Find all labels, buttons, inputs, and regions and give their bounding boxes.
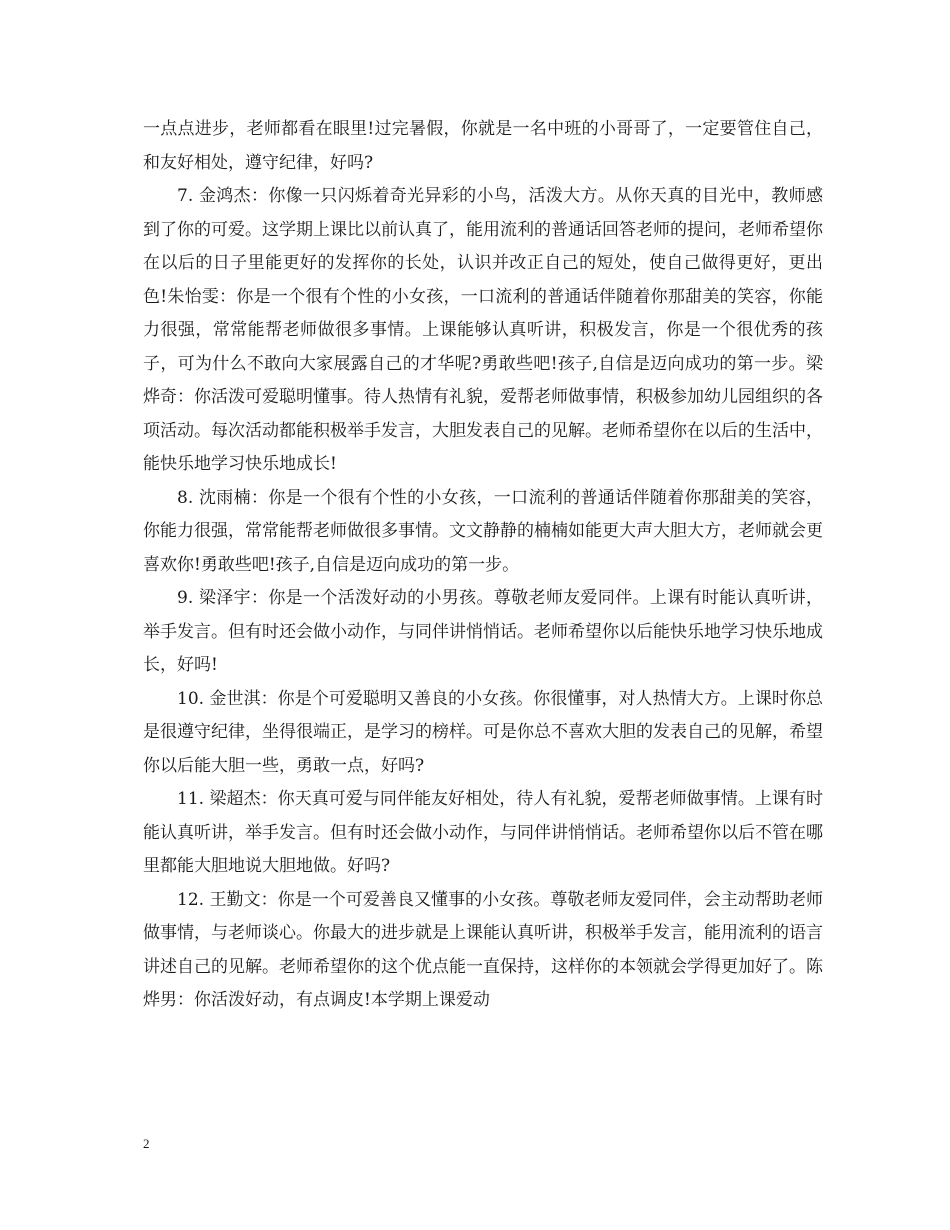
paragraph-item-11: 11. 梁超杰：你天真可爱与同伴能友好相处，待人有礼貌，爱帮老师做事情。上课有时能认真听讲，举手发言。但有时还会做小动作，与同伴讲悄悄话。老师希望你以后不管在哪里都能大胆地说大胆地做。好吗? (143, 789, 823, 876)
paragraph-item-12: 12. 王勤文：你是一个可爱善良又懂事的小女孩。尊敬老师友爱同伴，会主动帮助老师做事情，与老师谈心。你最大的进步就是上课能认真听讲，积极举手发言，能用流利的语言讲述自己的见解。老师希望你的这个优点能一直保持，这样你的本领就会学得更加好了。陈烨男：你活泼好动，有点调皮!本学期上课爱动 (143, 889, 823, 1010)
page-number: 2 (143, 1136, 150, 1151)
paragraph-item-7: 7. 金鸿杰：你像一只闪烁着奇光异彩的小鸟，活泼大方。从你天真的目光中，教师感到了你的可爱。这学期上课比以前认真了，能用流利的普通话回答老师的提问，老师希望你在以后的日子里能更好的发挥你的长处，认识并改正自己的短处，使自己做得更好，更出色!朱怡雯：你是一个很有个性的小女孩，一口流利的普通话伴随着你那甜美的笑容，你能力很强，常常能帮老师做很多事情。上课能够认真听讲，积极发言，你是一个很优秀的孩子，可为什么不敢向大家展露自己的才华呢?勇敢些吧!孩子,自信是迈向成功的第一步。梁烨奇：你活泼可爱聪明懂事。待人热情有礼貌，爱帮老师做事情，积极参加幼儿园组织的各项活动。每次活动都能积极举手发言，大胆发表自己的见解。老师希望你在以后的生活中，能快乐地学习快乐地成长! (143, 186, 823, 474)
document-body (143, 113, 823, 1018)
paragraph-item-10: 10. 金世淇：你是个可爱聪明又善良的小女孩。你很懂事，对人热情大方。上课时你总是很遵守纪律，坐得很端正，是学习的榜样。可是你总不喜欢大胆的发表自己的见解，希望你以后能大胆一些，勇敢一点，好吗? (143, 688, 823, 776)
paragraph-item-9: 9. 梁泽宇：你是一个活泼好动的小男孩。尊敬老师友爱同伴。上课有时能认真听讲，举手发言。但有时还会做小动作，与同伴讲悄悄话。老师希望你以后能快乐地学习快乐地成长，好吗! (143, 588, 823, 675)
paragraph-continuation: 一点点进步，老师都看在眼里!过完暑假，你就是一名中班的小哥哥了，一定要管住自己，和友好相处，遵守纪律，好吗? (143, 119, 823, 173)
paragraph-item-8: 8. 沈雨楠：你是一个很有个性的小女孩，一口流利的普通话伴随着你那甜美的笑容，你能力很强，常常能帮老师做很多事情。文文静静的楠楠如能更大声大胆大方，老师就会更喜欢你!勇敢些吧!孩子,自信是迈向成功的第一步。 (143, 487, 823, 575)
